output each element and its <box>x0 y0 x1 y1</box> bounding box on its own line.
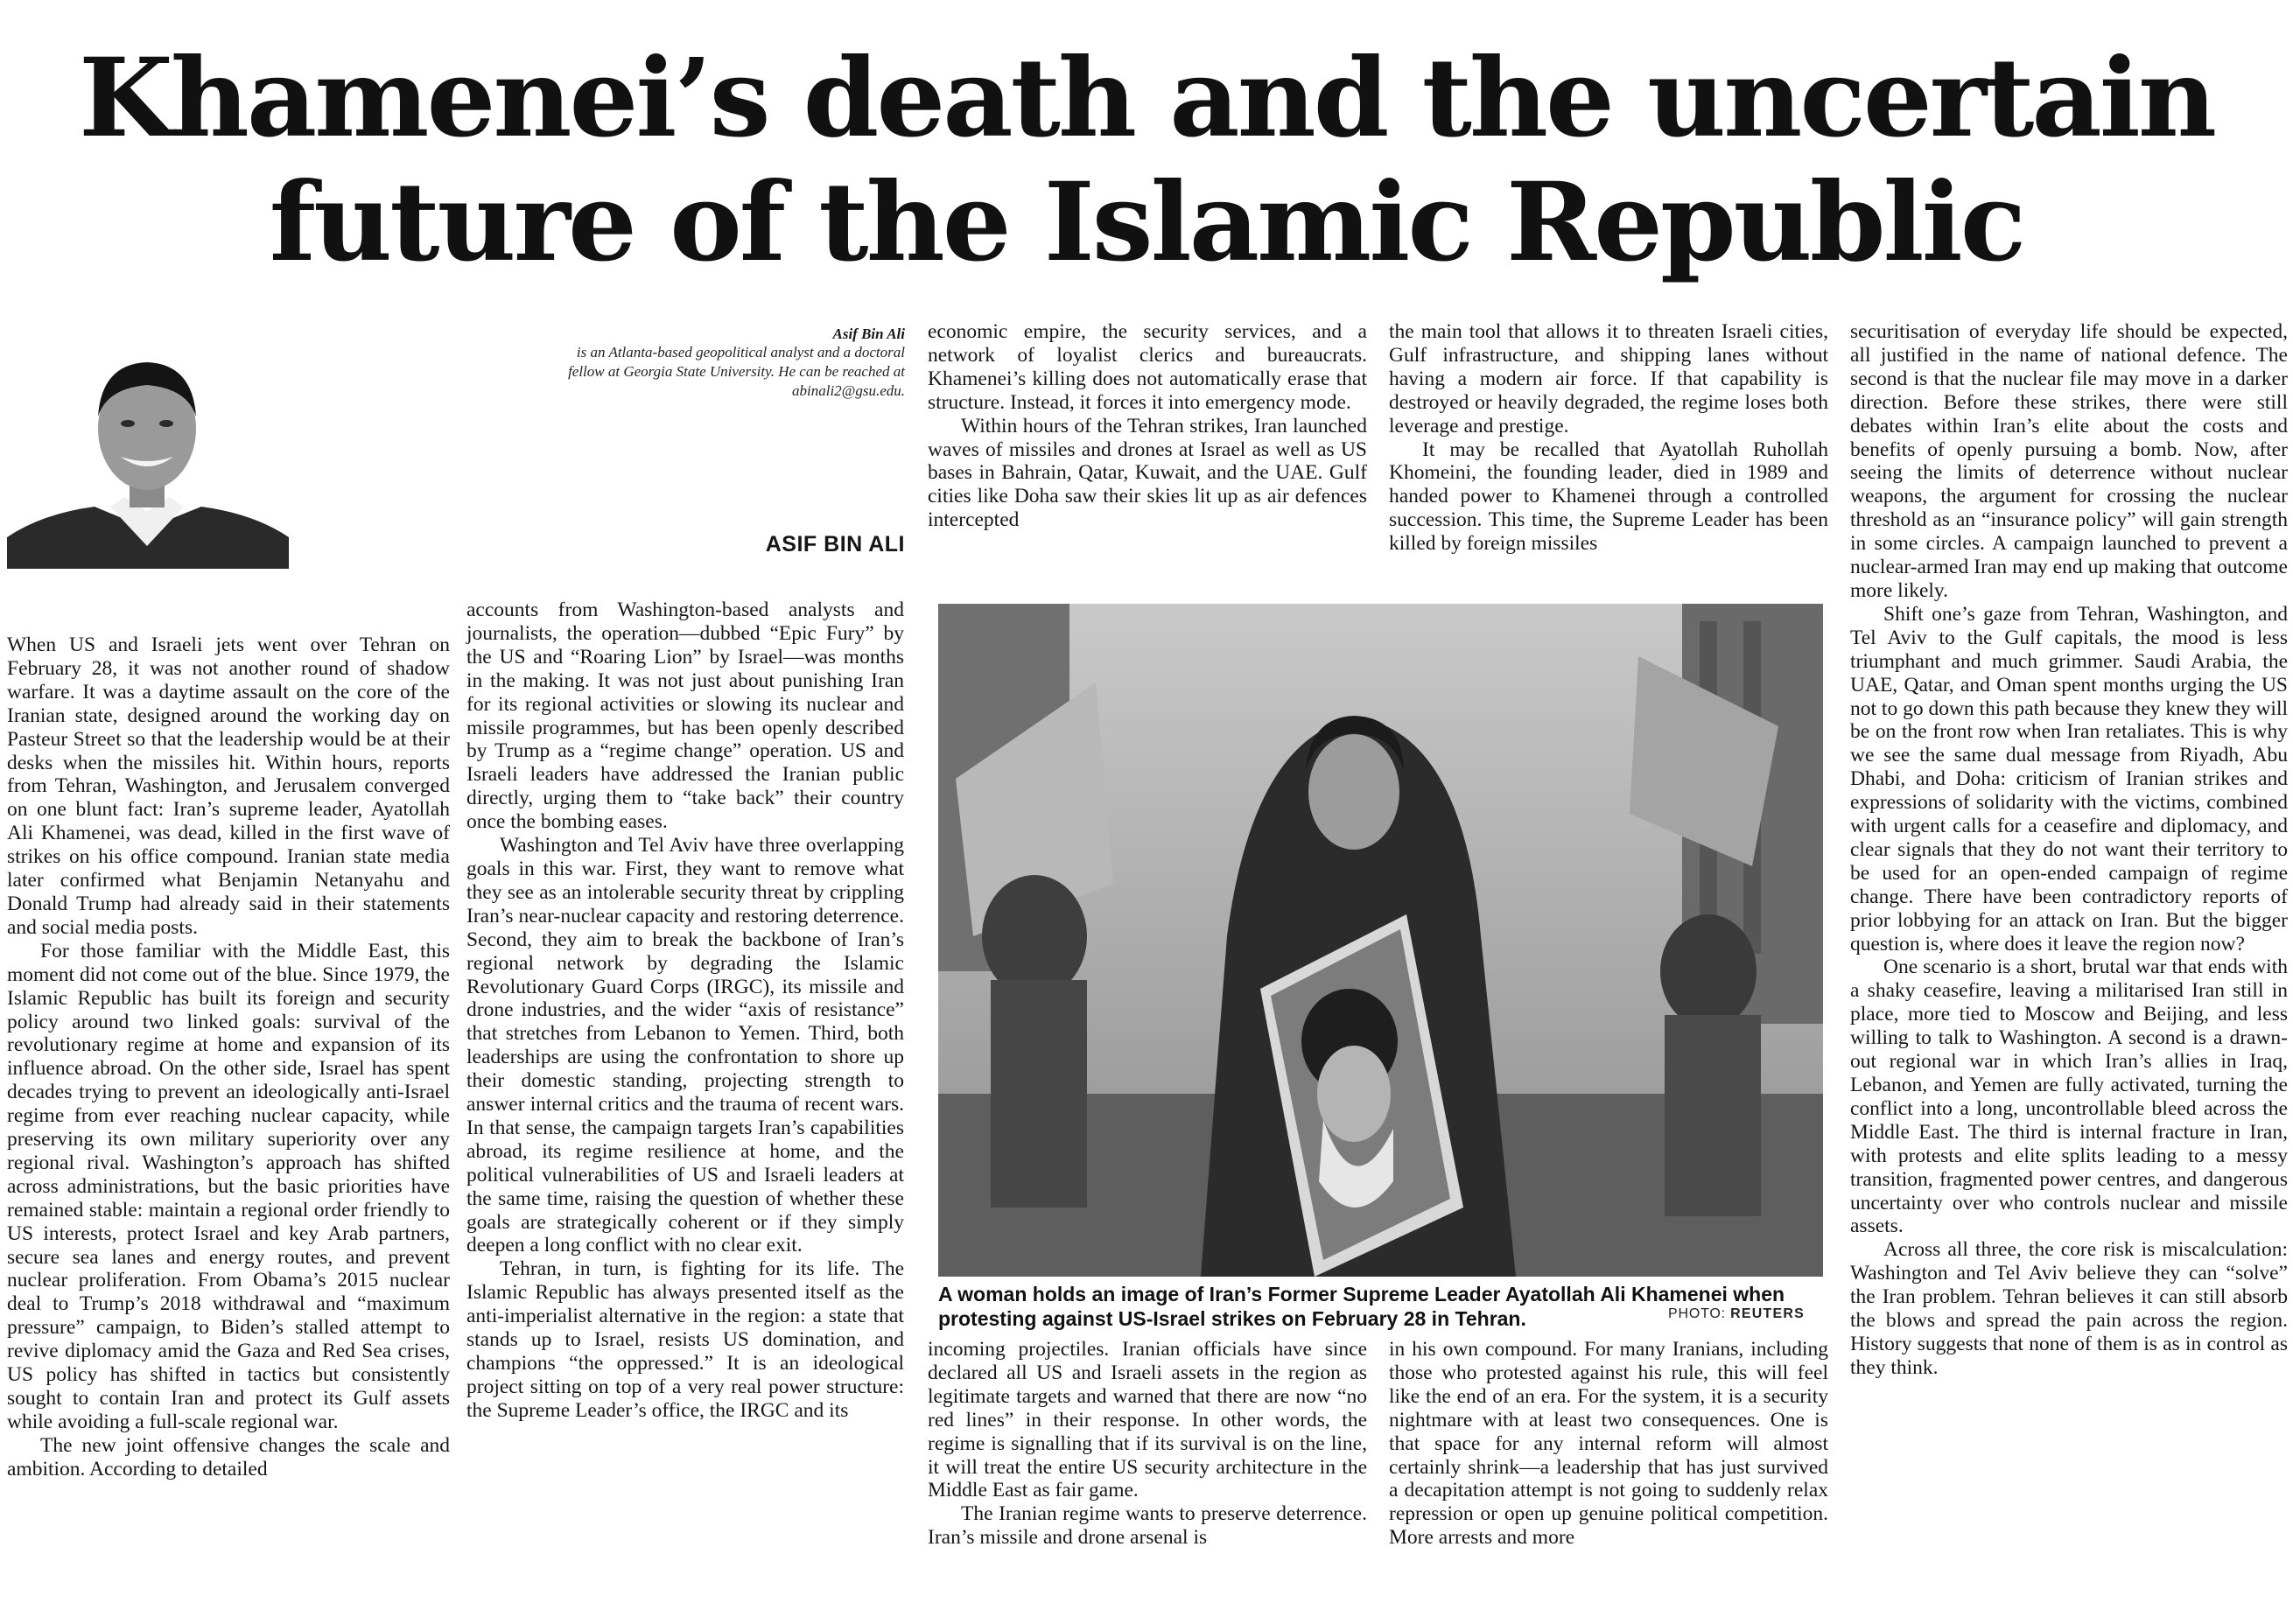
paragraph: When US and Israeli jets went over Tehran on February 28, it was not another round of shadow warfare. It was a daytime assault on the core of the Iranian state, designed around the working day on Pasteur Street so that the leadership would be at their desks when the missiles hit. Within hours, reports from Tehran, Washington, and Jerusalem converged on one blunt fact: Iran’s supreme leader, Ayatollah Ali Khamenei, was dead, killed in the first wave of strikes on his office compound. Iranian state media later confirmed what Benjamin Netanyahu and Donald Trump had already said in their statements and social media posts. <box>7 634 450 939</box>
photo-credit <box>1668 1306 1805 1322</box>
column-5 <box>1850 320 2288 1380</box>
byline: ASIF BIN ALI <box>765 532 905 556</box>
paragraph: Within hours of the Tehran strikes, Iran launched waves of missiles and drones at Israel as well as US bases in Bahrain, Qatar, Kuwait, and the UAE. Gulf cities like Doha saw their skies lit up as air defences intercepted <box>928 414 1367 532</box>
photo-credit-source: REUTERS <box>1730 1306 1805 1321</box>
paragraph: The Iranian regime wants to preserve deterrence. Iran’s missile and drone arsenal is <box>928 1502 1367 1550</box>
headline: Khamenei’s death and the uncertain future of the Islamic Republic <box>79 35 2214 286</box>
paragraph: For those familiar with the Middle East, this moment did not come out of the blue. Since 1979, the Islamic Republic has built its foreign and security policy around two linked goals: survival of the revolutionary regime at home and expansion of its influence abroad. On the other side, Israel has spent decades trying to prevent an ideologically anti-Israel regime from ever reaching nuclear capacity, while preserving its own military superiority over any regional rival. Washington’s approach has shifted across administrations, but the basic priorities have remained stable: maintain a regional order friendly to US interests, protect Israel and key Arab partners, secure sea lanes and energy routes, and prevent nuclear proliferation. From Obama’s 2015 nuclear deal to Trump’s 2018 withdrawal and “maximum pressure” campaign, to Biden’s stalled attempt to revive diplomacy amid the Gaza and Red Sea crises, US policy has shifted in tactics but consistently sought to contain Iran and protect its Gulf assets while avoiding a full-scale regional war. <box>7 939 450 1433</box>
author-bio: is an Atlanta-based geopolitical analyst and a doctoral fellow at Georgia State University. He can be reached at abinali2@gsu.edu. <box>568 344 905 399</box>
paragraph: securitisation of everyday life should be expected, all justified in the name of national defence. The second is that the nuclear file may move in a darker direction. Before these strikes, there were still debates within Iran’s elite about the costs and benefits of openly pursuing a bomb. Now, after seeing the limits of deterrence without nuclear weapons, the argument for crossing the nuclear threshold as an “insurance policy” will gain strength in some circles. A campaign launched to prevent a nuclear-armed Iran may end up making that outcome more likely. <box>1850 320 2288 602</box>
column-1 <box>7 634 450 1481</box>
protest-photo-image <box>938 604 1823 1277</box>
paragraph: The new joint offensive changes the scale and ambition. According to detailed <box>7 1433 450 1480</box>
paragraph: incoming projectiles. Iranian officials have since declared all US and Israeli assets in the region as legitimate targets and warned that there are now “no red lines” in their response. In other words, the regime is signalling that if its survival is on the line, it will treat the entire US security architecture in the Middle East as fair game. <box>928 1338 1367 1502</box>
column-3-top <box>928 320 1367 532</box>
paragraph: Tehran, in turn, is fighting for its life. The Islamic Republic has always presented itself as the anti-imperialist alternative in the region: a state that stands up to Israel, resists US domination, and champions “the oppressed.” It is an ideological project sitting on top of a very real power structure: the Supreme Leader’s office, the IRGC and its <box>466 1257 904 1422</box>
photo-caption: A woman holds an image of Iran’s Former Supreme Leader Ayatollah Ali Khamenei when protesting against US-Israel strikes on February 28 in Tehran. <box>938 1283 1785 1330</box>
paragraph: accounts from Washington-based analysts and journalists, the operation—dubbed “Epic Fury” by the US and “Roaring Lion” by Israel—was months in the making. It was not just about punishing Iran for its regional activities or slowing its nuclear and missile programmes, but has been openly described by Trump as a “regime change” operation. US and Israeli leaders have addressed the Iranian public directly, urging them to “take back” their country once the bombing eases. <box>466 598 904 834</box>
paragraph: in his own compound. For many Iranians, including those who protested against his rule, this will feel like the end of an era. For the system, it is a security nightmare with at least two consequences. One is that space for any internal reform will almost certainly shrink—a leadership that has just survived a decapitation attempt is not going to suddenly relax repression or open up genuine political competition. More arrests and more <box>1389 1338 1828 1550</box>
paragraph: economic empire, the security services, and a network of loyalist clerics and bureaucrats. Khamenei’s killing does not automatically erase that structure. Instead, it forces it into emergency mode. <box>928 320 1367 414</box>
news-photo <box>938 604 1823 1277</box>
column-4-bottom <box>1389 1338 1828 1550</box>
column-2 <box>466 598 904 1423</box>
paragraph: One scenario is a short, brutal war that ends with a shaky ceasefire, leaving a militarised Iran still in place, more tied to Moscow and Beijing, and less willing to talk to Washington. A second is a drawn-out regional war in which Iran’s allies in Iraq, Lebanon, and Yemen are fully activated, turning the conflict into a long, uncontrollable bleed across the Middle East. The third is internal fracture in Iran, with protests and elite splits leading to a messy transition, fragmented power centres, and dangerous uncertainty over who controls nuclear and missile assets. <box>1850 956 2288 1238</box>
author-portrait-image <box>7 326 289 569</box>
column-3-bottom <box>928 1338 1367 1550</box>
photo-credit-label: PHOTO: <box>1668 1306 1726 1321</box>
paragraph: Shift one’s gaze from Tehran, Washington, and Tel Aviv to the Gulf capitals, the mood is less triumphant and much grimmer. Saudi Arabia, the UAE, Qatar, and Oman spent months urging the US not to go down this path because they knew they will be on the front row when Iran retaliates. This is why we see the same dual message from Riyadh, Abu Dhabi, and Doha: criticism of Iranian strikes and expressions of solidarity with the victims, combined with urgent calls for a ceasefire and diplomacy, and clear signals that they do not want their territory to be used for an open-ended campaign of regime change. There have been contradictory reports of prior lobbying for an attack on Iran. But the bigger question is, where does it leave the region now? <box>1850 602 2288 956</box>
paragraph: the main tool that allows it to threaten Israeli cities, Gulf infrastructure, and shipping lanes without having a modern air force. If that capability is destroyed or heavily degraded, the regime loses both leverage and prestige. <box>1389 320 1828 438</box>
author-photo <box>7 326 289 569</box>
paragraph: Across all three, the core risk is miscalculation: Washington and Tel Aviv believe they can “solve” the Iran problem. Tehran believes it can still absorb the blows and spread the pain across the region. History suggests that none of them is as in control as they think. <box>1850 1238 2288 1379</box>
paragraph: Washington and Tel Aviv have three overlapping goals in this war. First, they want to remove what they see as an intolerable security threat by crippling Iran’s near-nuclear capacity and restoring deterrence. Second, they aim to break the backbone of Iran’s regional network by degrading the Islamic Revolutionary Guard Corps (IRGC), its missile and drone industries, and the wider “axis of resistance” that stretches from Lebanon to Yemen. Third, both leaderships are using the confrontation to shore up their domestic standing, projecting strength to answer internal critics and the trauma of recent wars. In that sense, the campaign targets Iran’s capabilities abroad, its regime resilience at home, and the political vulnerabilities of US and Israeli leaders at the same time, raising the question of whether these goals are strategically coherent or if they simply deepen a long conflict with no clear exit. <box>466 834 904 1257</box>
column-4-top <box>1389 320 1828 556</box>
author-name: Asif Bin Ali <box>832 326 905 342</box>
paragraph: It may be recalled that Ayatollah Ruhollah Khomeini, the founding leader, died in 1989 and handed power to Khamenei through a controlled succession. This time, the Supreme Leader has been killed by foreign missiles <box>1389 438 1828 556</box>
